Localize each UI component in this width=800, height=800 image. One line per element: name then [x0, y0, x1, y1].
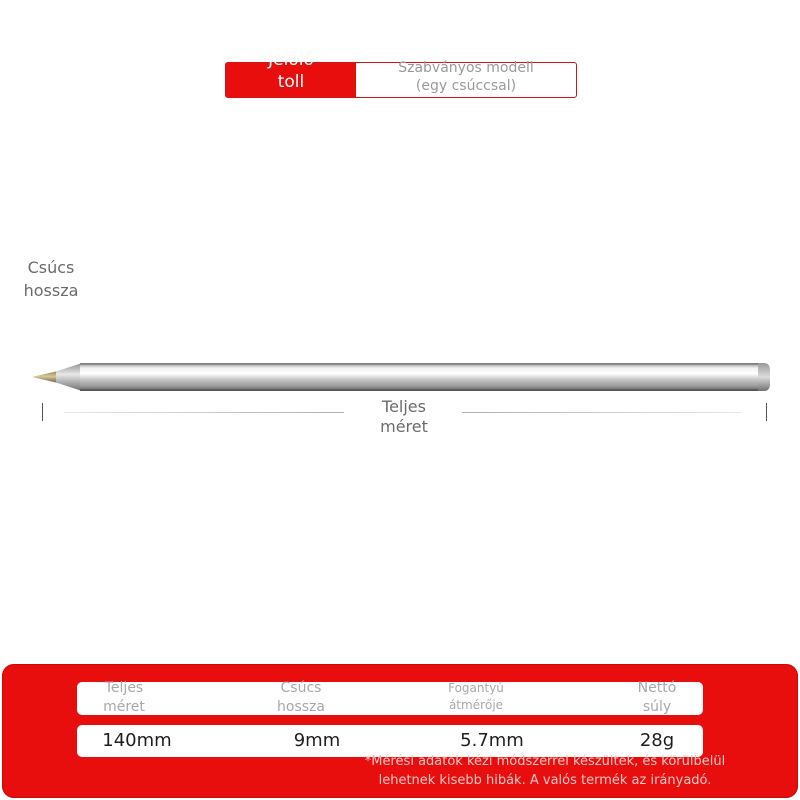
spec-value-tip-length: 9mm [293, 730, 341, 751]
product-type-tag [226, 50, 356, 97]
pen-cone [56, 363, 82, 391]
pen-tip [32, 371, 58, 383]
spec-header-total-length: Teljes méret [103, 680, 145, 715]
tip-length-label: Csúcs hossza [23, 258, 79, 300]
product-type-label: Jelölő toll [268, 50, 314, 92]
spec-value-net-weight: 28g [639, 730, 675, 751]
model-variant-label: Szabványos modell (egy csúccsal) [398, 60, 534, 94]
product-model-tag [225, 50, 577, 98]
spec-header-tip-length: Csúcs hossza [277, 680, 325, 715]
spec-header-handle-diameter: Fogantyú átmérője [448, 681, 504, 712]
spec-value-handle-diameter: 5.7mm [460, 730, 524, 751]
marker-pen-image [0, 340, 800, 400]
spec-header-row [77, 682, 703, 715]
pen-barrel [80, 363, 760, 391]
dimension-right-tick [766, 403, 767, 421]
dimension-left-tick [42, 403, 43, 421]
pen-end-cap [758, 363, 770, 391]
spec-header-net-weight: Nettó súly [637, 680, 677, 715]
dimension-line-right [462, 412, 742, 413]
total-length-label: Teljes méret [380, 397, 428, 436]
dimension-line-left [64, 412, 344, 413]
measurement-disclaimer: *Mérési adatok kézi módszerrel készültek, és körülbelül lehetnek kisebb hibák. A valós termék az irányadó. [364, 754, 726, 788]
model-variant-tag [356, 60, 576, 97]
spec-value-total-length: 140mm [102, 730, 172, 751]
